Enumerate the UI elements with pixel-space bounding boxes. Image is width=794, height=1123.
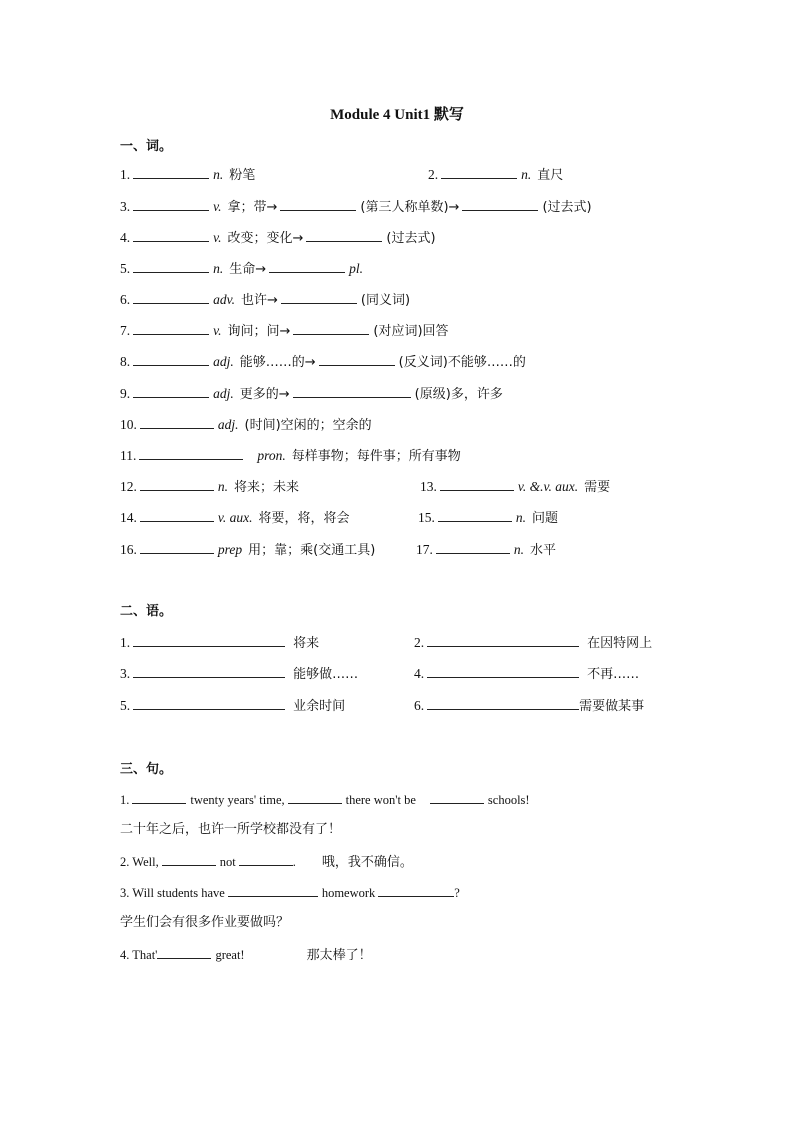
item-number: 2. xyxy=(414,635,425,650)
phrase-item-4 xyxy=(414,663,639,685)
word-item-1 xyxy=(120,164,255,186)
phrase-item-5 xyxy=(120,695,345,717)
sentence-text: ? xyxy=(454,886,460,900)
answer-blank[interactable] xyxy=(228,882,318,897)
word-item-9 xyxy=(120,383,503,405)
sentence-item-4 xyxy=(120,944,372,966)
answer-blank[interactable] xyxy=(306,227,382,242)
word-item-17 xyxy=(416,539,556,561)
part-of-speech: n. xyxy=(515,510,526,525)
chinese-meaning: 将来；未来 xyxy=(234,480,300,495)
word-item-3 xyxy=(120,196,592,218)
answer-blank[interactable] xyxy=(133,227,209,242)
item-number: 1. xyxy=(120,167,131,182)
word-item-15 xyxy=(418,507,558,529)
item-number: 15. xyxy=(418,510,435,525)
answer-blank[interactable] xyxy=(133,320,209,335)
sentence-translation: 那太棒了！ xyxy=(306,948,372,963)
answer-blank[interactable] xyxy=(140,414,214,429)
item-number: 12. xyxy=(120,479,137,494)
word-item-12 xyxy=(120,476,299,498)
answer-blank[interactable] xyxy=(133,164,209,179)
item-number: 6. xyxy=(414,698,425,713)
item-number: 3. xyxy=(120,199,131,214)
item-number: 1. xyxy=(120,635,131,650)
answer-blank[interactable] xyxy=(139,445,243,460)
sentence-text: homework xyxy=(321,886,376,900)
answer-blank[interactable] xyxy=(140,539,214,554)
word-item-5 xyxy=(120,258,369,280)
plural-label: pl. xyxy=(349,261,364,276)
chinese-meaning: (对应词)回答 xyxy=(373,324,449,339)
answer-blank[interactable] xyxy=(132,789,186,804)
answer-blank[interactable] xyxy=(162,851,216,866)
answer-blank[interactable] xyxy=(133,258,209,273)
chinese-meaning: 能够做…… xyxy=(293,667,359,682)
part-of-speech: v. &.v. aux. xyxy=(517,479,579,494)
chinese-meaning: (反义词)不能够……的 xyxy=(398,355,526,370)
chinese-meaning: 也许→ xyxy=(241,293,278,308)
item-number: 3. xyxy=(120,666,131,681)
chinese-meaning: 将来 xyxy=(293,636,320,651)
part-of-speech: prep xyxy=(217,542,243,557)
answer-blank[interactable] xyxy=(378,882,454,897)
part-of-speech: n. xyxy=(513,542,524,557)
item-number: 4. xyxy=(120,230,131,245)
answer-blank[interactable] xyxy=(427,663,579,678)
answer-blank[interactable] xyxy=(427,632,579,647)
phrase-item-2 xyxy=(414,632,652,654)
chinese-meaning: 生命→ xyxy=(229,262,267,277)
chinese-meaning: 粉笔 xyxy=(229,168,256,183)
sentence-item-2 xyxy=(120,851,413,873)
chinese-meaning: 用；靠；乘(交通工具) xyxy=(248,543,376,558)
part-of-speech: v. xyxy=(213,199,222,214)
item-number: 10. xyxy=(120,417,137,432)
chinese-meaning: (原级)多，许多 xyxy=(414,387,503,402)
answer-blank[interactable] xyxy=(133,351,209,366)
chinese-meaning: 不再…… xyxy=(587,667,640,682)
answer-blank[interactable] xyxy=(462,196,538,211)
chinese-meaning: 需要 xyxy=(584,480,611,495)
answer-blank[interactable] xyxy=(441,164,517,179)
part-of-speech: pron. xyxy=(257,448,286,463)
word-item-6 xyxy=(120,289,410,311)
sentence-item-1 xyxy=(120,789,530,810)
chinese-meaning: 更多的→ xyxy=(239,387,290,402)
sentence-text: not xyxy=(219,855,236,869)
part-of-speech: n. xyxy=(217,479,228,494)
answer-blank[interactable] xyxy=(436,539,510,554)
chinese-meaning: (第三人称单数)→ xyxy=(360,200,460,215)
answer-blank[interactable] xyxy=(133,196,209,211)
answer-blank[interactable] xyxy=(157,944,211,959)
word-item-4 xyxy=(120,227,436,249)
answer-blank[interactable] xyxy=(133,663,285,678)
word-item-10 xyxy=(120,414,372,436)
answer-blank[interactable] xyxy=(440,476,514,491)
item-number: 14. xyxy=(120,510,137,525)
sentence-1-translation: 二十年之后，也许一所学校都没有了！ xyxy=(120,822,342,837)
chinese-meaning: 拿；带→ xyxy=(227,200,278,215)
sentence-text: . xyxy=(292,855,296,869)
word-item-14 xyxy=(120,507,350,529)
section-words-heading: 一、词。 xyxy=(120,139,173,154)
item-number: 2. Well, xyxy=(120,855,159,869)
word-item-2 xyxy=(428,164,563,186)
phrase-item-6 xyxy=(414,695,644,717)
part-of-speech: adj. xyxy=(217,417,239,432)
answer-blank[interactable] xyxy=(438,507,512,522)
part-of-speech: n. xyxy=(213,261,224,276)
item-number: 9. xyxy=(120,386,131,401)
word-item-8 xyxy=(120,351,526,373)
item-number: 4. That' xyxy=(120,948,158,962)
chinese-meaning: 问题 xyxy=(532,511,559,526)
answer-blank[interactable] xyxy=(430,789,484,804)
sentence-3-translation: 学生们会有很多作业要做吗？ xyxy=(120,915,290,930)
chinese-meaning: 每样事物；每件事；所有事物 xyxy=(291,449,461,464)
chinese-meaning: 改变；变化→ xyxy=(227,231,304,246)
answer-blank[interactable] xyxy=(319,351,395,366)
answer-blank[interactable] xyxy=(140,476,214,491)
chinese-meaning: 询问；问→ xyxy=(227,324,291,339)
item-number: 4. xyxy=(414,666,425,681)
answer-blank[interactable] xyxy=(281,289,357,304)
part-of-speech: v. xyxy=(213,230,222,245)
part-of-speech: n. xyxy=(521,167,532,182)
part-of-speech: v. xyxy=(213,323,222,338)
chinese-meaning: 水平 xyxy=(530,543,557,558)
word-item-11 xyxy=(120,445,461,467)
item-number: 13. xyxy=(420,479,437,494)
chinese-meaning: 在因特网上 xyxy=(587,636,653,651)
item-number: 6. xyxy=(120,292,131,307)
chinese-meaning: 将要，将，将会 xyxy=(258,511,350,526)
section-phrases-heading: 二、语。 xyxy=(120,604,173,619)
word-item-7 xyxy=(120,320,449,342)
item-number: 2. xyxy=(428,167,439,182)
answer-blank[interactable] xyxy=(133,383,209,398)
word-item-16 xyxy=(120,539,375,561)
section-sentences-heading: 三、句。 xyxy=(120,762,173,777)
chinese-meaning: (时间)空闲的；空余的 xyxy=(244,418,372,433)
item-number: 17. xyxy=(416,542,433,557)
answer-blank[interactable] xyxy=(280,196,356,211)
item-number: 5. xyxy=(120,698,131,713)
sentence-text: schools! xyxy=(487,793,530,807)
answer-blank[interactable] xyxy=(269,258,345,273)
sentence-translation: 哦，我不确信。 xyxy=(321,855,413,870)
chinese-meaning: 直尺 xyxy=(537,168,564,183)
item-number: 8. xyxy=(120,354,131,369)
answer-blank[interactable] xyxy=(288,789,342,804)
sentence-text: twenty years' time, xyxy=(190,793,285,807)
part-of-speech: n. xyxy=(213,167,224,182)
word-item-13 xyxy=(420,476,610,498)
item-number: 7. xyxy=(120,323,131,338)
answer-blank[interactable] xyxy=(293,320,369,335)
sentence-text: there won't be xyxy=(345,793,416,807)
sentence-item-3 xyxy=(120,882,460,903)
item-number: 11. xyxy=(120,448,137,463)
chinese-meaning: 能够……的→ xyxy=(239,355,316,370)
sentence-text: great! xyxy=(215,948,245,962)
item-number: 16. xyxy=(120,542,137,557)
answer-blank[interactable] xyxy=(293,383,411,398)
page-title: Module 4 Unit1 默写 xyxy=(330,107,464,123)
answer-blank[interactable] xyxy=(133,695,285,710)
answer-blank[interactable] xyxy=(133,289,209,304)
chinese-meaning: (同义词) xyxy=(360,293,411,308)
answer-blank[interactable] xyxy=(427,695,579,710)
answer-blank[interactable] xyxy=(133,632,285,647)
item-number: 5. xyxy=(120,261,131,276)
part-of-speech: adj. xyxy=(213,354,234,369)
chinese-meaning: 业余时间 xyxy=(293,699,346,714)
item-number: 1. xyxy=(120,793,130,807)
answer-blank[interactable] xyxy=(140,507,214,522)
part-of-speech: v. aux. xyxy=(217,510,253,525)
chinese-meaning: (过去式) xyxy=(386,231,436,246)
item-number: 3. Will students have xyxy=(120,886,225,900)
part-of-speech: adv. xyxy=(213,292,235,307)
chinese-meaning: (过去式) xyxy=(542,200,592,215)
chinese-meaning: 需要做某事 xyxy=(579,699,645,714)
phrase-item-1 xyxy=(120,632,319,654)
part-of-speech: adj. xyxy=(213,386,234,401)
phrase-item-3 xyxy=(120,663,358,685)
answer-blank[interactable] xyxy=(239,851,293,866)
